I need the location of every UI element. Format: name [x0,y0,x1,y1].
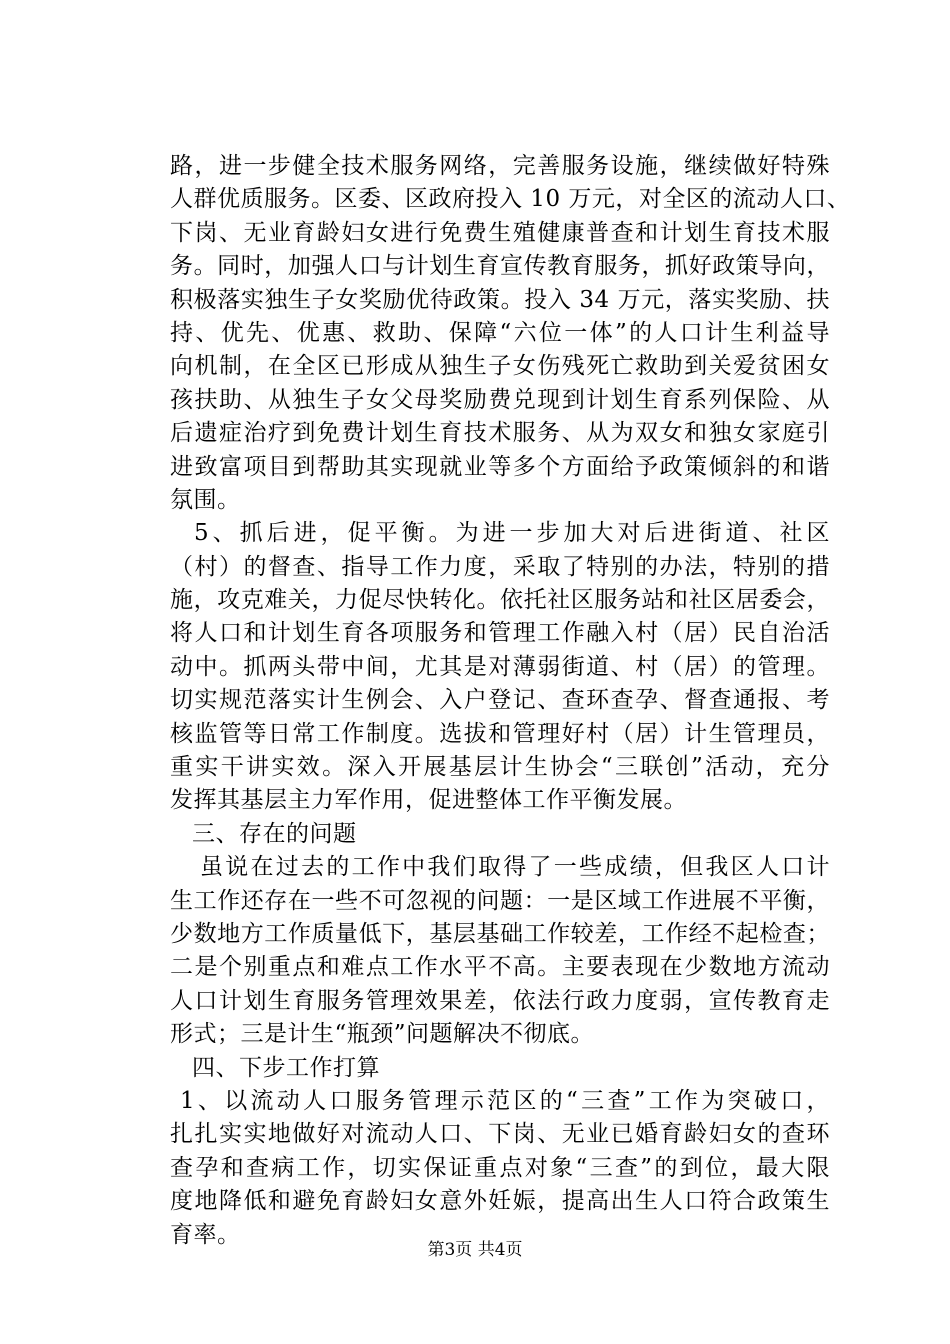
text-line-1: 路，进一步健全技术服务网络，完善服务设施，继续做好特殊 [170,153,830,179]
text-line-7: 向机制，在全区已形成从独生子女伤残死亡救助到关爱贫困女 [170,353,830,380]
text-line-16: 动中。抓两头带中间，尤其是对薄弱街道、村（居）的管理。 [170,653,830,680]
text-line-6: 持、优先、优惠、救助、保障“六位一体”的人口计生利益导 [170,319,830,346]
text-line-33: 育率。 [170,1221,241,1248]
text-line-9: 后遗症治疗到免费计划生育技术服务、从为双女和独女家庭引 [170,420,830,447]
text-line-23: 生工作还存在一些不可忽视的问题：一是区域工作进展不平衡， [170,887,830,914]
text-line-32: 度地降低和避免育龄妇女意外妊娠，提高出生人口符合政策生 [170,1188,830,1215]
text-line-14: 施，攻克难关，力促尽快转化。依托社区服务站和社区居委会， [170,587,830,614]
text-line-18: 核监管等日常工作制度。选拔和管理好村（居）计生管理员， [170,720,830,747]
text-line-2: 人群优质服务。区委、区政府投入 10 万元，对全区的流动人口、 [170,186,851,213]
text-line-17: 切实规范落实计生例会、入户登记、查环查孕、督查通报、考 [170,687,830,714]
paragraph-next-line-1: 1、以流动人口服务管理示范区的“三查”工作为突破口， [180,1087,830,1114]
section-heading-problems: 三、存在的问题 [192,820,357,847]
text-line-4: 务。同时，加强人口与计划生育宣传教育服务，抓好政策导向， [170,253,830,280]
text-line-31: 查孕和查病工作，切实保证重点对象“三查”的到位，最大限 [170,1154,830,1181]
paragraph-5-line-1: 5、抓后进，促平衡。为进一步加大对后进街道、社区 [194,520,830,547]
page-number-footer: 第3页 共4页 [427,1240,523,1260]
text-line-13: （村）的督查、指导工作力度，采取了特别的办法，特别的措 [170,553,830,580]
text-line-27: 形式；三是计生“瓶颈”问题解决不彻底。 [170,1021,595,1048]
text-line-15: 将人口和计划生育各项服务和管理工作融入村（居）民自治活 [170,620,830,647]
section-heading-next-steps: 四、下步工作打算 [192,1054,380,1081]
text-line-8: 孩扶助、从独生子女父母奖励费兑现到计划生育系列保险、从 [170,386,830,413]
text-line-24: 少数地方工作质量低下，基层基础工作较差，工作经不起检查； [170,920,830,947]
text-line-3: 下岗、无业育龄妇女进行免费生殖健康普查和计划生育技术服 [170,219,830,246]
text-line-30: 扎扎实实地做好对流动人口、下岗、无业已婚育龄妇女的查环 [170,1121,830,1148]
paragraph-problems-line-1: 虽说在过去的工作中我们取得了一些成绩，但我区人口计 [200,854,830,881]
text-line-10: 进致富项目到帮助其实现就业等多个方面给予政策倾斜的和谐 [170,453,830,480]
text-line-5: 积极落实独生子女奖励优待政策。投入 34 万元，落实奖励、扶 [170,286,830,313]
text-line-26: 人口计划生育服务管理效果差，依法行政力度弱，宣传教育走 [170,987,830,1014]
text-line-19: 重实干讲实效。深入开展基层计生协会“三联创”活动，充分 [170,754,830,781]
text-line-25: 二是个别重点和难点工作水平不高。主要表现在少数地方流动 [170,954,830,981]
text-line-20: 发挥其基层主力军作用，促进整体工作平衡发展。 [170,787,687,814]
text-line-11: 氛围。 [170,486,241,513]
document-body [170,150,851,1252]
